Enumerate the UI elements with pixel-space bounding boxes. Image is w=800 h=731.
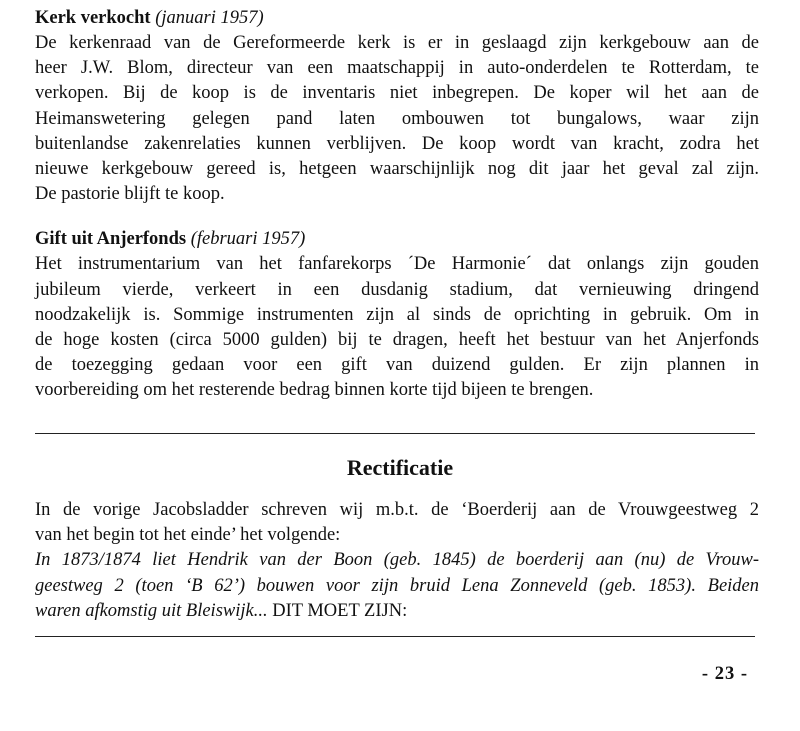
rectification-body	[35, 498, 759, 624]
text-line: nieuwe kerkgebouw gereed is, hetgeen waarschijnlijk nog dit jaar het geval zal zijn.	[35, 159, 759, 180]
quote-italic-part: waren afkomstig uit Bleiswijk...	[35, 600, 268, 621]
rectification-intro	[35, 498, 759, 548]
rectification-quote	[35, 548, 759, 624]
text-line: Heimanswetering gelegen pand laten ombouwen tot bungalows, waar zijn	[35, 108, 759, 129]
text-line: de hoge kosten (circa 5000 gulden) bij te dragen, heeft het bestuur van het Anjerfonds	[35, 330, 759, 351]
text-line: Het instrumentarium van het fanfarekorps ´De Harmonie´ dat onlangs zijn gouden	[35, 254, 759, 275]
page-number: - 23 -	[701, 664, 748, 684]
quote-plain-part: DIT MOET ZIJN:	[267, 600, 408, 621]
text-line: De pastorie blijft te koop.	[35, 184, 225, 205]
article-heading	[35, 6, 759, 31]
article-heading	[35, 227, 759, 252]
text-line: buitenlandse zakenrelaties kunnen verblijven. De koop wordt van kracht, zodra het	[35, 133, 759, 154]
quote-line: In 1873/1874 liet Hendrik van der Boon (geb. 1845) de boerderij aan (nu) de Vrouw-	[35, 550, 759, 571]
text-line: verkopen. Bij de koop is de inventaris niet inbegrepen. De koper wil het aan de	[35, 83, 759, 104]
article-kerk-verkocht	[35, 6, 759, 207]
article-date: (januari 1957)	[155, 8, 264, 28]
section-title-rectificatie: Rectificatie	[346, 455, 454, 480]
text-line: In de vorige Jacobsladder schreven wij m.b.t. de ‘Boerderij aan de Vrouwgeestweg 2	[35, 500, 759, 520]
text-line: de toezegging gedaan voor een gift van duizend gulden. Er zijn plannen in	[35, 355, 759, 376]
text-line: heer J.W. Blom, directeur van een maatschappij in auto-onderdelen te Rotterdam, te	[35, 58, 759, 79]
text-line: De kerkenraad van de Gereformeerde kerk is er in geslaagd zijn kerkgebouw aan de	[35, 33, 759, 53]
text-line: noodzakelijk is. Sommige instrumenten zijn al sinds de oprichting in gebruik. Om in	[35, 304, 759, 325]
article-body	[35, 252, 759, 403]
quote-line: geestweg 2 (toen ‘B 62’) bouwen voor zijn bruid Lena Zonneveld (geb. 1853). Beiden	[35, 575, 759, 596]
article-gift-uit-anjerfonds	[35, 227, 759, 403]
divider-top	[35, 433, 755, 434]
text-line: van het begin tot het einde’ het volgende:	[35, 525, 341, 546]
text-line: jubileum vierde, verkeert in een dusdanig stadium, dat vernieuwing dringend	[35, 279, 759, 300]
article-date: (februari 1957)	[190, 229, 306, 250]
article-title: Kerk verkocht	[35, 8, 151, 28]
paragraph-gap	[35, 207, 759, 227]
page-content	[35, 6, 759, 404]
text-line: voorbereiding om het resterende bedrag binnen korte tijd bijeen te brengen.	[35, 380, 594, 401]
quote-line-last	[35, 599, 759, 624]
article-title: Gift uit Anjerfonds	[35, 229, 187, 250]
divider-bottom	[35, 636, 755, 637]
article-body	[35, 31, 759, 207]
